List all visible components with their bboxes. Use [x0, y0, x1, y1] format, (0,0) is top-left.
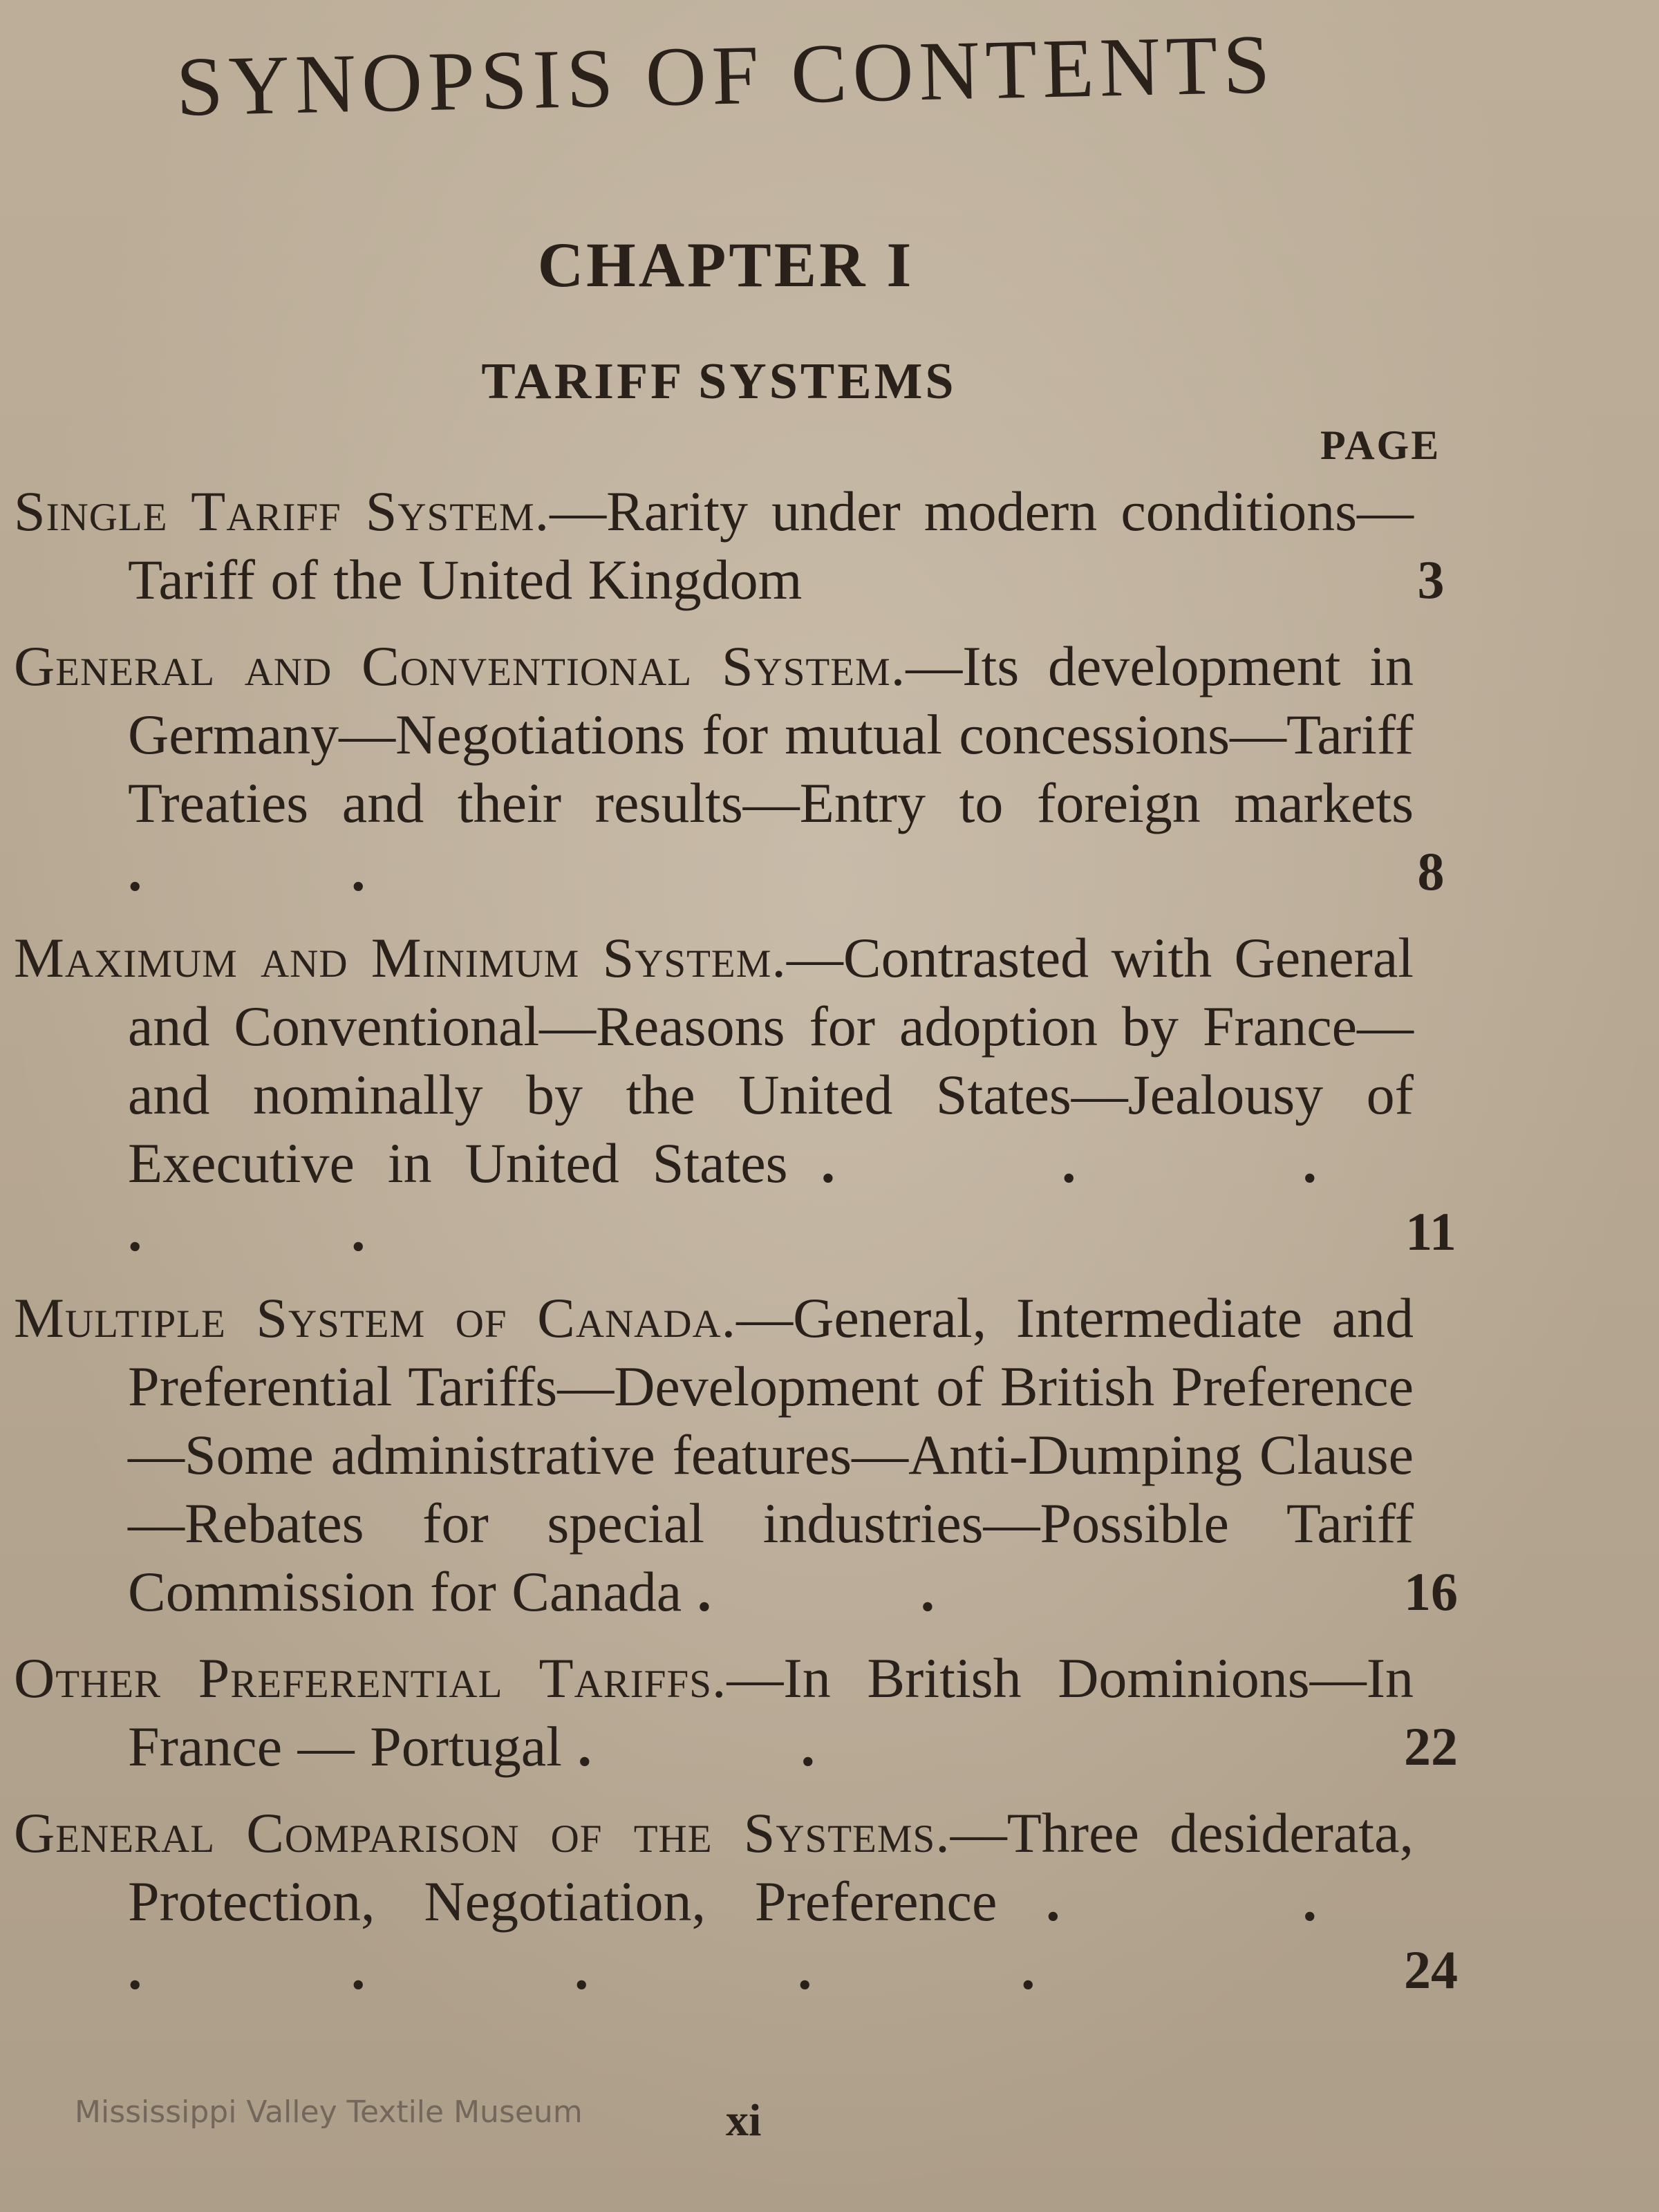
contents-entry	[14, 924, 1493, 1266]
entry-page-number: 24	[1404, 1940, 1458, 2000]
contents-entry	[14, 1799, 1493, 2004]
entry-text	[14, 477, 1414, 614]
page-title: SYNOPSIS OF CONTENTS	[175, 17, 1277, 134]
entry-description: —General, Intermediate and Preferential Tariffs—Development of British Preference—Some administrative features—Anti-Dumping Clause—Rebates for special industries—Possible Tariff Commission for Canada	[128, 1286, 1414, 1623]
entry-heading: General and Conventional System.	[14, 635, 906, 697]
entry-page-number: 11	[1405, 1201, 1456, 1262]
entry-description: —Three desiderata, Protection, Negotiation, Preference	[128, 1801, 1414, 1933]
contents-entry	[14, 632, 1493, 906]
dot-leaders: . .	[577, 1715, 912, 1778]
entry-page-number: 22	[1404, 1716, 1458, 1777]
dot-leaders: . . . . .	[128, 1132, 1414, 1263]
page-column-label: PAGE	[1320, 422, 1441, 468]
contents-entry	[14, 1644, 1493, 1781]
dot-leaders: . . . . . . .	[128, 1870, 1414, 2001]
entry-heading: Maximum and Minimum System.	[14, 926, 787, 989]
contents-list	[14, 477, 1493, 2022]
entry-text	[14, 632, 1414, 906]
dot-leaders: . .	[697, 1560, 1032, 1623]
entry-page-number: 8	[1417, 841, 1445, 901]
chapter-subtitle: TARIFF SYSTEMS	[481, 353, 957, 410]
entry-page-number: 16	[1404, 1562, 1458, 1622]
entry-description: —Its development in Germany—Negotiations for mutual concessions—Tariff Treaties and their results—Entry to foreign markets	[128, 635, 1414, 834]
entry-page-number: 3	[1417, 550, 1445, 610]
entry-text	[14, 1799, 1414, 2004]
entry-heading: General Comparison of the Systems.	[14, 1801, 950, 1864]
dot-leaders: . .	[128, 840, 462, 903]
contents-entry	[14, 1284, 1493, 1626]
entry-description: —In British Dominions—In France — Portugal	[128, 1647, 1414, 1778]
entry-heading: Single Tariff System.	[14, 480, 550, 543]
entry-text	[14, 1644, 1414, 1781]
chapter-heading: CHAPTER I	[537, 229, 915, 300]
entry-description: —Rarity under modern conditions—Tariff of the United Kingdom	[128, 480, 1414, 611]
entry-heading: Multiple System of Canada.	[14, 1286, 737, 1349]
entry-description: —Contrasted with General and Conventional—Reasons for adoption by France—and nominally by the United States—Jealousy of Executive in United States	[128, 926, 1414, 1194]
contents-entry	[14, 477, 1493, 614]
entry-text	[14, 1284, 1414, 1626]
museum-watermark: Mississippi Valley Textile Museum	[75, 2094, 583, 2130]
entry-heading: Other Preferential Tariffs.	[14, 1647, 727, 1709]
entry-text	[14, 924, 1414, 1266]
folio-page-number: xi	[726, 2095, 762, 2146]
